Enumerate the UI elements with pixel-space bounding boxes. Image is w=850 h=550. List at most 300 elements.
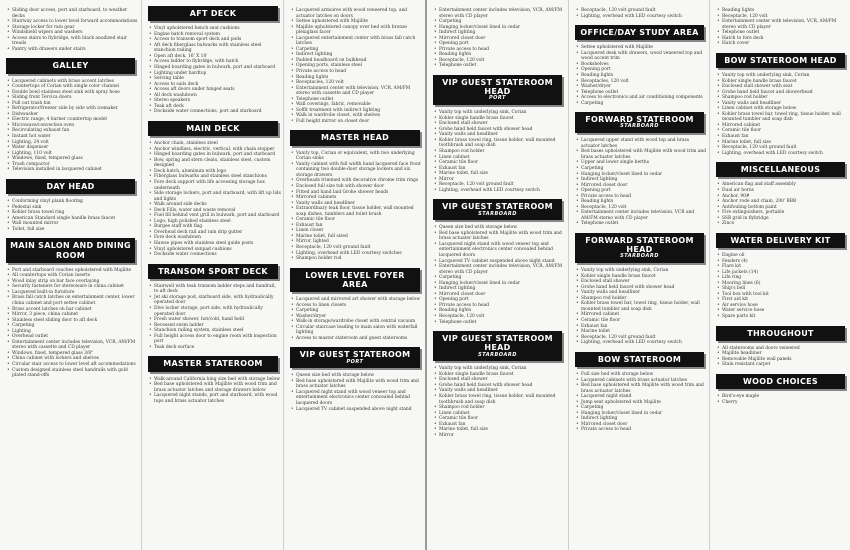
- feature-item: • Receptacle, 120 volt ground fault: [576, 335, 707, 341]
- feature-item: • Upper and lower single berths: [576, 160, 707, 166]
- feature-list: [427, 225, 568, 325]
- feature-item: • Jump seat upholstered with Majilite: [576, 400, 707, 406]
- feature-item: • Mirror: [434, 177, 565, 183]
- feature-item: • Receptacle, 120 volt: [434, 314, 565, 320]
- feature-item: • Mirror, lighted: [291, 239, 423, 245]
- section-title: FORWARD STATEROOM: [585, 115, 694, 125]
- feature-item: • Kohler brass towel ring, tissue holder, wall mounted toothbrush and soap dish: [434, 394, 565, 405]
- feature-item: • Bed base upholstered with Majilite with wood trim and brass actuator latches: [291, 379, 423, 390]
- feature-item: • Mirror: [434, 433, 565, 439]
- feature-item: • Receptacles, 120 volt: [291, 80, 423, 86]
- feature-item: • Flare kit: [717, 264, 848, 270]
- feature-item: • Lighting, overhead with LED courtesy switch: [434, 188, 565, 194]
- section-heading-galley: [6, 58, 135, 73]
- feature-item: • Custom designed stainless steel handrails with gold plated stand-offs: [7, 368, 138, 379]
- feature-item: • China cabinet with lockers and shelves: [7, 356, 138, 362]
- feature-item: • Countertops of Corian with single color channel: [7, 84, 138, 90]
- feature-item: • Receptacle, 120 volt ground fault: [717, 145, 848, 151]
- feature-item: • Entertainment center includes television, VCR and AM/FM stereo with CD player: [576, 210, 707, 221]
- feature-item: • Instant hot water: [7, 134, 138, 140]
- feature-item: • Life jackets (14): [717, 270, 848, 276]
- section-heading-lower-level-foyer-area: [290, 268, 420, 292]
- feature-item: • Bird's-eye maple: [717, 394, 848, 400]
- feature-item: • Port and starboard couches upholstered with Majilite: [7, 268, 138, 274]
- feature-item: • Mirrored closet door: [434, 292, 565, 298]
- section-title: OFFICE/DAY STUDY AREA: [580, 28, 699, 38]
- feature-item: • Kohler single handle brass faucet: [576, 274, 707, 280]
- feature-item: • Bookshelves: [576, 62, 707, 68]
- feature-item: • Open aft deck, 16' X 10': [149, 54, 281, 60]
- section-title: VIP GUEST STATEROOM HEAD: [442, 334, 553, 353]
- feature-item: • Security fasteners for stereoware in china cabinet: [7, 284, 138, 290]
- feature-item: • Washer/dryer: [576, 84, 707, 90]
- feature-item: • Lighting, overhead with LED courtesy switch: [717, 151, 848, 157]
- feature-item: • Fiberglass bulwarks and stainless steel stanchions: [149, 174, 281, 180]
- feature-item: • Hanging locker/closet lined in cedar: [434, 281, 565, 287]
- feature-item: • Walk around side decks: [149, 202, 281, 208]
- feature-list: [0, 268, 141, 379]
- feature-item: • Mirrored cabinets: [291, 195, 423, 201]
- section-title: VIP GUEST STATEROOM: [299, 350, 411, 360]
- feature-item: • Majilite headliner: [717, 351, 848, 357]
- feature-list: [427, 110, 568, 193]
- feature-item: • Enclosed stall shower: [576, 279, 707, 285]
- section-title: VIP GUEST STATEROOM: [442, 202, 553, 212]
- feature-item: • Enclosed stall shower: [434, 121, 565, 127]
- feature-item: • Settee upholstered with Majilite: [291, 19, 423, 25]
- feature-item: • Vanity cabinet with full width hand lacquered face front containing two double-door storage lockers and six storage drawers: [291, 162, 423, 179]
- feature-list: [710, 182, 850, 226]
- feature-item: • Kohler single handle brass faucet: [434, 372, 565, 378]
- section-subtitle: STARBOARD: [478, 210, 517, 217]
- feature-item: • Access to electronics and air conditioning components: [576, 95, 707, 101]
- feature-item: • Exhaust fan: [717, 134, 848, 140]
- feature-item: • Access aft doors under hinged seats: [149, 87, 281, 93]
- feature-item: • Indirect lighting: [434, 30, 565, 36]
- feature-item: • Mooring lines (6): [717, 281, 848, 287]
- feature-list: [284, 151, 425, 262]
- feature-item: • Opening ports, stainless steel: [291, 63, 423, 69]
- feature-item: • Life ring: [717, 275, 848, 281]
- feature-item: • Jet ski storage pod, starboard side, with hydraulically operated door: [149, 295, 281, 306]
- feature-item: • Carpeting: [7, 323, 138, 329]
- feature-item: • Serving table: [149, 76, 281, 82]
- feature-item: • Indirect lighting: [576, 416, 707, 422]
- feature-item: • American flag and staff assembly: [717, 182, 848, 188]
- feature-item: • Vanity top with underlying sink, Corian: [576, 268, 707, 274]
- feature-item: • Marine toilet: [576, 329, 707, 335]
- feature-item: • Lacquered desk with drawers, wood veneered top and wood accent trim: [576, 51, 707, 62]
- feature-item: • Lighting: [7, 329, 138, 335]
- feature-item: • Shampoo rod holder: [434, 405, 565, 411]
- feature-item: • Brass fall catch latches on entertainment center, lower china cabinet and port settee cabinet: [7, 295, 138, 306]
- feature-list: [569, 268, 710, 346]
- feature-item: • Lighting, overhead with LED courtesy switch: [576, 340, 707, 346]
- feature-item: • Lacquered entertainment center with brass fall catch latches: [291, 36, 423, 47]
- feature-item: • Fore deck washdown: [149, 235, 281, 241]
- feature-item: • Carpeting: [576, 101, 707, 107]
- feature-item: • Access to master stateroom and guest staterooms: [291, 336, 423, 342]
- feature-item: • Queen size bed with storage below: [434, 225, 565, 231]
- feature-item: • Anchor windlass, electric, vertical, with chain stopper: [149, 147, 281, 153]
- feature-item: • Side storage lockers, port and starboard, with lift up lids and lights: [149, 191, 281, 202]
- feature-item: • Sliding front Tercica doors: [7, 95, 138, 101]
- feature-item: • Microwave/convection oven: [7, 123, 138, 129]
- feature-item: • Entertainment center with television, VCR, AM/FM stereo with cassette and CD player: [291, 86, 423, 97]
- right-column-3: [709, 0, 850, 550]
- section-heading-office-day-study-area: [575, 25, 704, 40]
- feature-item: • Tool box with tool kit: [717, 292, 848, 298]
- feature-item: • Exhaust fan: [434, 422, 565, 428]
- feature-item: • Queen size bed with storage below: [291, 373, 423, 379]
- feature-item: • Lacquered upper stand with wood top and brass actuator latches: [576, 138, 707, 149]
- feature-item: • Telephone outlet: [434, 320, 565, 326]
- section-heading-master-head: [290, 130, 420, 145]
- section-heading-wood-choices: [716, 374, 845, 389]
- feature-item: • Logo, high polished stainless steel: [149, 219, 281, 225]
- section-heading-vip-guest-stateroom-head-starboard: [433, 331, 562, 361]
- feature-item: • Opening port: [434, 297, 565, 303]
- feature-item: • Dishwasher: [7, 112, 138, 118]
- feature-item: • Wall mounted mirror: [7, 221, 138, 227]
- feature-item: • Receptacle, 120 volt ground fault: [434, 182, 565, 188]
- feature-item: • Lacquered built-in furniture: [7, 290, 138, 296]
- feature-item: • Shampoo holder rod: [291, 256, 423, 262]
- feature-item: • Linen cabinet: [434, 155, 565, 161]
- feature-list: [710, 73, 850, 156]
- feature-item: • Fresh water shower, hot/cold, hand held: [149, 317, 281, 323]
- feature-item: • Access to sails deck: [149, 82, 281, 88]
- feature-item: • Spare parts kit: [717, 314, 848, 320]
- feature-item: • Cherry: [717, 400, 848, 406]
- section-heading-main-salon-and-dining-room: [6, 238, 135, 262]
- feature-item: • Linen closet: [291, 228, 423, 234]
- feature-item: • Exhaust fan: [434, 166, 565, 172]
- feature-item: • Opening port: [434, 41, 565, 47]
- feature-item: • Sliding door access, port and starboard, to weather decks: [7, 8, 138, 19]
- feature-item: • Hinged boarding gates in bulwark, port and starboard: [149, 65, 281, 71]
- feature-list: [710, 346, 850, 368]
- feature-list: [569, 8, 710, 19]
- feature-item: • Grohe hand held faucet with shower head: [576, 285, 707, 291]
- feature-item: • Private access to head: [291, 69, 423, 75]
- section-heading-bow-stateroom: [575, 352, 704, 367]
- feature-item: • Ship's bell: [717, 286, 848, 292]
- feature-item: • Opening port: [576, 188, 707, 194]
- section-title: LOWER LEVEL FOYER AREA: [305, 270, 405, 289]
- feature-item: • Stereo speakers: [149, 98, 281, 104]
- feature-item: • Deck hatch, aluminum with logo: [149, 169, 281, 175]
- feature-item: • Anchor chain, stainless steel: [149, 141, 281, 147]
- feature-item: • Private access to head: [434, 303, 565, 309]
- feature-item: • Water dispenser: [7, 145, 138, 151]
- feature-item: • Hanging locker/closet lined in cedar: [576, 411, 707, 417]
- feature-item: • Vanity top with underlying sink, Corian: [434, 110, 565, 116]
- feature-item: • Refrigerator/freezer side by side with icemaker: [7, 106, 138, 112]
- column-top-spacer: [0, 0, 141, 8]
- feature-item: • Kohler single handle brass faucet: [717, 79, 848, 85]
- feature-item: • Telephone outlet: [291, 97, 423, 103]
- feature-item: • Vanity walls and headliner: [434, 132, 565, 138]
- feature-item: • Carpeting: [434, 19, 565, 25]
- feature-item: • Vinyl upholstered bench seat cushions: [149, 26, 281, 32]
- feature-item: • Conforming vinyl plank flooring: [7, 199, 138, 205]
- feature-item: • Antifouling bottom paint: [717, 205, 848, 211]
- feature-item: • Teak deck surface: [149, 345, 281, 351]
- feature-item: • Grohe hand held faucet with shower head: [434, 127, 565, 133]
- feature-item: • Carpeting: [576, 166, 707, 172]
- feature-item: • Mirrored cabinet: [576, 312, 707, 318]
- feature-item: • Windows, fixed, tempered glass 3/8": [7, 351, 138, 357]
- section-title: BOW STATEROOM HEAD: [724, 55, 837, 65]
- feature-item: • Private access to head: [434, 47, 565, 53]
- feature-item: • Stainless steel sliding door to aft deck: [7, 318, 138, 324]
- section-title: GALLEY: [52, 61, 89, 71]
- feature-item: • Trash compactor: [7, 162, 138, 168]
- section-title: MISCELLANEOUS: [740, 165, 821, 175]
- section-title: MAIN SALON AND DINING ROOM: [10, 241, 131, 260]
- feature-item: • Kohler single handle brass faucet: [434, 116, 565, 122]
- feature-list: [142, 141, 284, 257]
- feature-item: • Soffit treatment with indirect lighting: [291, 108, 423, 114]
- feature-item: • Fore deck support with life accessing storage box underneath: [149, 180, 281, 191]
- feature-item: • Vanity walls and headliner: [717, 101, 848, 107]
- feature-item: • Circular staircase leading to main salon with waterfall lighting: [291, 325, 423, 336]
- feature-item: • Ceramic tile floor: [717, 128, 848, 134]
- feature-item: • All deck washdown: [149, 93, 281, 99]
- feature-item: • Enclosed full size tub with shower door: [291, 184, 423, 190]
- section-title: FORWARD STATEROOM HEAD: [585, 235, 694, 255]
- section-title: VIP GUEST STATEROOM HEAD: [442, 78, 553, 97]
- feature-item: • Bow, spring and stern cleats, stainless steel, custom designed: [149, 158, 281, 169]
- feature-item: • Recirculating exhaust fan: [7, 128, 138, 134]
- feature-item: • Indirect lighting: [576, 177, 707, 183]
- section-heading-forward-stateroom-head-starboard: [575, 233, 704, 263]
- feature-item: • Toilet, full size: [7, 227, 138, 233]
- feature-item: • Reading lights: [291, 75, 423, 81]
- feature-item: • Kohler brass towel bar, towel ring, tissue holder, wall mounted tumbler and soap dish: [717, 112, 848, 123]
- right-column-2: [568, 0, 710, 550]
- feature-item: • Grohe hand held faucet with shower head: [434, 383, 565, 389]
- feature-item: • Lighting, overhead with LED courtesy switch: [576, 14, 707, 20]
- feature-item: • Hanging locker/closet lined in cedar: [434, 25, 565, 31]
- feature-item: • Settee upholstered with Majilite: [576, 45, 707, 51]
- feature-item: • Lighting, 110 volt: [7, 151, 138, 157]
- feature-item: • Grohe hand held faucet and showerhead: [717, 90, 848, 96]
- feature-item: • Electric range, 4 burner countertop model: [7, 117, 138, 123]
- feature-item: • Stairway access to lower level forward accommodations: [7, 19, 138, 25]
- column-top-spacer: [427, 0, 568, 8]
- feature-item: • Dockside water connections, port and starboard: [149, 109, 281, 115]
- section-title: WATER DELIVERY KIT: [730, 235, 831, 245]
- feature-item: • Mirrored closet door: [576, 422, 707, 428]
- feature-item: • Vanity top with underlying sink, Corian: [434, 366, 565, 372]
- feature-item: • Overheads trimmed with decorative chrome trim rings: [291, 178, 423, 184]
- feature-item: • Access ladder to flybridge, with hatch: [149, 59, 281, 65]
- feature-item: • Lacquered cabinets with brass accent latches: [7, 79, 138, 85]
- feature-item: • Zincs: [717, 221, 848, 227]
- feature-item: • Walk-in storage/wardrobe closet with central vacuum: [291, 319, 423, 325]
- feature-item: • Mirror, 3 piece, china cabinet: [7, 312, 138, 318]
- feature-item: • Vinyl upholstered sunpad cushions: [149, 247, 281, 253]
- feature-item: • Access stairs to flybridge, with black anodized stair treads: [7, 36, 138, 47]
- feature-item: • Lighting, overhead with LED courtesy switches: [291, 251, 423, 257]
- feature-item: • Hanging locker/closet lined in cedar: [576, 172, 707, 178]
- feature-item: • Access to linen closets: [291, 303, 423, 309]
- feature-item: • All countertops with Corian inserts: [7, 273, 138, 279]
- feature-item: • Windshield wipers and washers: [7, 30, 138, 36]
- section-heading-forward-stateroom-starboard: [575, 112, 704, 133]
- feature-item: • Hawse pipes with stainless steel guide posts: [149, 241, 281, 247]
- feature-item: • Shampoo rod holder: [434, 149, 565, 155]
- feature-item: • Stain resistant carpet: [717, 362, 848, 368]
- feature-list: [0, 79, 141, 173]
- feature-item: • Lacquered night stand with wood veneer top and entertainment electronics center concealed behind lacquered doors: [291, 390, 423, 407]
- feature-item: • Dockside water connections: [149, 252, 281, 258]
- left-column-2: [141, 0, 284, 550]
- feature-item: • Access to transom sport deck and pods: [149, 37, 281, 43]
- feature-item: • Air service hose: [717, 303, 848, 309]
- feature-item: • Anchor, 90#: [717, 194, 848, 200]
- section-heading-main-deck: [148, 121, 278, 136]
- feature-item: • Lacquered cabinets with brass actuator latches: [576, 378, 707, 384]
- feature-item: • Mirrored closet door: [576, 183, 707, 189]
- feature-item: • Linen cabinet with storage below: [717, 106, 848, 112]
- feature-item: • Reading lights: [434, 308, 565, 314]
- feature-item: • Engine hatch removal system: [149, 32, 281, 38]
- feature-list: [710, 394, 850, 405]
- feature-item: • Kohler brass towel ring, tissue holder, wall mounted toothbrush and soap dish: [434, 138, 565, 149]
- section-heading-transom-sport-deck: [148, 264, 278, 279]
- feature-item: • First aid kit: [717, 297, 848, 303]
- feature-item: • Stanchion railing system, stainless steel: [149, 328, 281, 334]
- feature-item: • Vanity walls and headliner: [576, 290, 707, 296]
- feature-item: • Entertainment center includes television, VCR, AM/FM stereo with CD player: [434, 8, 565, 19]
- feature-item: • Receptacle, 120 volt: [434, 58, 565, 64]
- feature-item: • Pull out trash bin: [7, 101, 138, 107]
- feature-item: • Extraordinary teak floor, tissue holder, wall mounted soap dishes, tumblers and toilet brush: [291, 206, 423, 217]
- feature-item: • Telephone outlet: [717, 30, 848, 36]
- feature-item: • Bed base upholstered with Majilite with wood trim and brass actuator latches: [576, 383, 707, 394]
- feature-item: • Lacquered armoires with wood veneered top, and actuator latches on doors: [291, 8, 423, 19]
- feature-item: • Lacquered and mirrored art shower with storage below: [291, 297, 423, 303]
- feature-item: • Full height mirror on closet door: [291, 119, 423, 125]
- section-subtitle: STARBOARD: [478, 351, 517, 358]
- feature-item: • Washer/dryer: [291, 314, 423, 320]
- feature-item: • Marine toilet, full size: [434, 171, 565, 177]
- feature-item: • Ceramic tile floor: [576, 318, 707, 324]
- feature-item: • Fire extinguishers, portable: [717, 210, 848, 216]
- feature-item: • Lacquered TV cabinet suspended above night stand: [434, 259, 565, 265]
- section-subtitle: PORT: [489, 95, 506, 102]
- feature-item: • Deck Fills, water and waste removal: [149, 208, 281, 214]
- feature-item: • Mirrored cabinet: [717, 123, 848, 129]
- feature-list: [427, 8, 568, 69]
- feature-item: • Lighting, 24 volt: [7, 140, 138, 146]
- feature-item: • Linen cabinet: [434, 411, 565, 417]
- feature-item: • Engine oil: [717, 253, 848, 259]
- feature-list: [284, 373, 425, 412]
- feature-list: [284, 8, 425, 124]
- feature-list: [710, 8, 850, 47]
- section-title: WOOD CHOICES: [743, 376, 818, 386]
- feature-item: • Overhead deck rail and rain drip gutter: [149, 230, 281, 236]
- feature-list: [569, 372, 710, 433]
- feature-item: • Dual air horns: [717, 188, 848, 194]
- feature-list: [0, 8, 141, 52]
- feature-item: • Vanity walls and headliner: [291, 201, 423, 207]
- feature-item: • Receptacle, 120 volt ground fault: [576, 8, 707, 14]
- feature-item: • Marine toilet, full size: [434, 427, 565, 433]
- section-subtitle: STARBOARD: [620, 123, 659, 130]
- feature-item: • Private access to head: [576, 427, 707, 433]
- feature-item: • Storage locker for rain gear: [7, 25, 138, 31]
- feature-item: • Ceramic tile floor: [434, 416, 565, 422]
- feature-item: • Telephone outlet: [576, 90, 707, 96]
- feature-item: • Fenders (4): [717, 259, 848, 265]
- section-heading-vip-guest-stateroom-head-port: [433, 75, 562, 105]
- feature-item: • Reading lights: [717, 8, 848, 14]
- feature-item: • Majilite upholstered canopy over bed with bronze plexiglass facer: [291, 25, 423, 36]
- feature-item: • Private access to head: [576, 194, 707, 200]
- feature-item: • Mirrored closet door: [434, 36, 565, 42]
- feature-item: • Kohler brass towel bar, towel ring, tissue holder, wall mounted tumbler and soap dish: [576, 301, 707, 312]
- feature-item: • Hatch cover: [717, 41, 848, 47]
- feature-item: • Lacquered night stand: [576, 394, 707, 400]
- feature-item: • Hatch to fore deck: [717, 36, 848, 42]
- feature-item: • Vanity top, Corian or equivalent, with two underlying Corian sinks: [291, 151, 423, 162]
- feature-item: • Bed base upholstered with Majilite with wood trim and brass actuator latches and storage drawers below: [149, 382, 281, 393]
- right-column-1: [427, 0, 568, 550]
- feature-item: • Carpeting: [291, 308, 423, 314]
- left-column-3: [283, 0, 425, 550]
- feature-list: [142, 377, 284, 405]
- section-title: DAY HEAD: [46, 181, 95, 191]
- feature-item: • Receptacle, 120 volt ground fault: [291, 245, 423, 251]
- feature-item: • Full size bed with storage below: [576, 372, 707, 378]
- feature-item: • Reading lights: [576, 199, 707, 205]
- feature-list: [710, 253, 850, 320]
- feature-item: • Fitted and hand laid Grohe shower heads: [291, 190, 423, 196]
- feature-item: • Indirect lighting: [291, 52, 423, 58]
- feature-item: • Pedestal sink: [7, 205, 138, 211]
- feature-item: • Telephone outlet: [434, 63, 565, 69]
- feature-item: • Entertainment center with television, VCR, AM/FM stereo with CD player: [717, 19, 848, 30]
- feature-item: • Shampoo rod holder: [576, 296, 707, 302]
- feature-item: • Pantry with drawers under stairs: [7, 47, 138, 53]
- section-heading-bow-stateroom-head: [716, 53, 845, 68]
- feature-item: • Kohler brass towel ring: [7, 210, 138, 216]
- section-heading-vip-guest-stateroom-starboard: [433, 199, 562, 220]
- feature-item: • Exhaust fan: [291, 223, 423, 229]
- feature-item: • Ceramic tile floor: [291, 217, 423, 223]
- feature-item: • Walk in wardrobe closet, with shelves: [291, 113, 423, 119]
- column-top-spacer: [710, 0, 850, 8]
- feature-item: • Enclosed stall shower with seat: [717, 84, 848, 90]
- feature-item: • Carpeting: [576, 405, 707, 411]
- feature-list: [569, 138, 710, 227]
- feature-item: • Ceramic tile floor: [434, 160, 565, 166]
- feature-item: • Reading lights: [576, 73, 707, 79]
- section-title: MASTER HEAD: [320, 133, 390, 143]
- section-title: THROUGHOUT: [747, 328, 814, 338]
- feature-list: [569, 45, 710, 106]
- left-column-1: [0, 0, 141, 550]
- column-top-spacer: [284, 0, 425, 8]
- feature-item: • Carpeting: [434, 275, 565, 281]
- feature-item: • Wall coverings, fabric, removable: [291, 102, 423, 108]
- feature-item: • Aft deck fiberglass bulwarks with stainless steel stanchion railing: [149, 43, 281, 54]
